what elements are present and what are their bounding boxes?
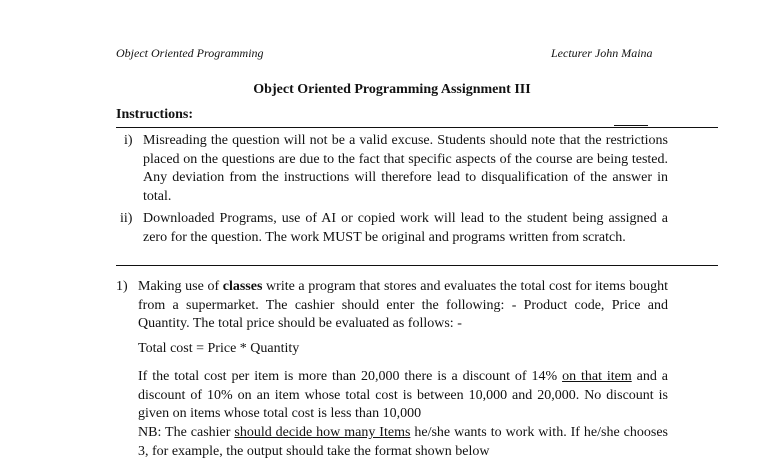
instruction-marker: i) (124, 133, 133, 148)
instruction-item: Misreading the question will not be a valid excuse. Students should note that the restrictions placed on the questions are due to the fact that specific aspects of the course are being tested. Any deviation from the instructions will therefore lead to disqualification of the answer in total. (143, 133, 668, 204)
instruction-item: Downloaded Programs, use of AI or copied work will lead to the student being assigned a zero for the question. The work MUST be original and programs written from scratch. (143, 211, 668, 245)
instructions-top-rule-accent (614, 125, 648, 126)
nb-pre: NB: The cashier (138, 425, 235, 440)
discount-underlined: on that item (562, 369, 632, 384)
nb-paragraph (138, 424, 668, 461)
instructions-top-rule (116, 127, 718, 128)
formula-line: Total cost = Price * Quantity (138, 341, 300, 356)
header-course-name: Object Oriented Programming (116, 46, 264, 60)
discount-pre: If the total cost per item is more than 20,000 there is a discount of 14% (138, 369, 563, 384)
question-intro (138, 278, 668, 334)
question-intro-pre: Making use of (138, 279, 223, 294)
document-title: Object Oriented Programming Assignment III (253, 82, 531, 97)
keyword-classes: classes (222, 279, 263, 294)
question-intro-post: write a program that stores and evaluates the total cost for items bought from a supermarket. The cashier should enter the following: - Product code, Price and Quantity. The total price should be evaluated as follows: - (138, 279, 668, 331)
nb-post: he/she wants to work with. If he/she chooses 3, for example, the output should take the format shown below (138, 425, 668, 459)
instruction-marker: ii) (120, 211, 133, 226)
instructions-bottom-rule (116, 265, 718, 266)
header-lecturer-name: Lecturer John Maina (551, 46, 653, 60)
instructions-heading: Instructions: (116, 107, 194, 122)
question-number: 1) (116, 279, 128, 294)
discount-paragraph (138, 368, 668, 424)
nb-underlined: should decide how many Items (234, 425, 411, 440)
discount-post: and a discount of 10% on an item whose total cost is between 10,000 and 20,000. No discount is given on items whose total cost is less than 10,000 (138, 369, 668, 421)
